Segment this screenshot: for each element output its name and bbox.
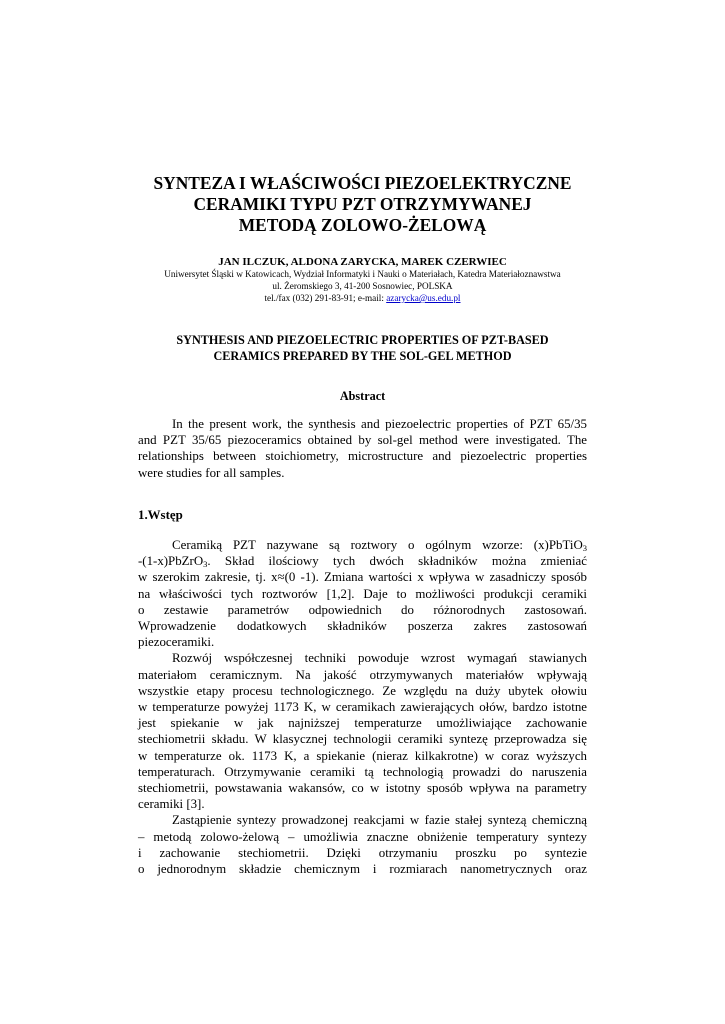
- paragraph-line: – metodą zolowo-żelową – umożliwia znaczne obniżenie temperatury syntezy: [138, 829, 587, 844]
- paragraph-line: [138, 553, 587, 569]
- subscript: 3: [582, 543, 587, 553]
- abstract-heading: Abstract: [339, 389, 386, 403]
- abstract-line: In the present work, the synthesis and piezoelectric properties of PZT 65/35: [172, 417, 587, 431]
- paragraph-line: piezoceramiki.: [138, 635, 215, 650]
- paragraph-line: jest spiekanie w jak najniższej temperaturze umożliwiające zachowanie: [138, 716, 587, 731]
- english-title-line: SYNTHESIS AND PIEZOELECTRIC PROPERTIES OF PZT-BASED: [176, 333, 549, 347]
- paragraph-line: o jednorodnym składzie chemicznym i rozmiarach nanometrycznych oraz: [138, 862, 587, 877]
- paragraph-line: stechiometrii składu. W klasycznej technologii ceramiki syntezę przeprowadza się: [138, 732, 587, 747]
- subscript: 3: [203, 559, 208, 570]
- abstract-line: were studies for all samples.: [138, 465, 285, 480]
- author-list: JAN ILCZUK, ALDONA ZARYCKA, MAREK CZERWIEC: [218, 256, 507, 268]
- polish-title-line: SYNTEZA I WŁAŚCIWOŚCI PIEZOELEKTRYCZNE: [153, 173, 572, 193]
- paragraph-line: i zachowanie stechiometrii. Dzięki otrzymaniu proszku po syntezie: [138, 845, 587, 860]
- email-link[interactable]: azarycka@us.edu.pl: [386, 293, 461, 303]
- paragraph-line: Rozwój współczesnej techniki powoduje wzrost wymagań stawianych: [172, 651, 587, 666]
- paragraph-line: w temperaturze powyżej 1173 K, w ceramikach zawierających ołów, bardzo istotne: [138, 700, 587, 715]
- paragraph-line: na właściwości tych roztworów [1,2]. Daje to możliwości produkcji ceramiki: [138, 586, 587, 601]
- affiliation-line: Uniwersytet Śląski w Katowicach, Wydział Informatyki i Nauki o Materiałach, Katedra Materiałoznawstwa: [164, 269, 561, 279]
- english-title-line: CERAMICS PREPARED BY THE SOL-GEL METHOD: [213, 349, 512, 363]
- section-heading: 1.Wstęp: [138, 508, 183, 522]
- english-title: [0, 332, 725, 364]
- contact-line: [0, 292, 725, 304]
- paragraph-line: w szerokim zakresie, tj. x≈(0 -1). Zmiana wartości x wpływa w zasadniczy sposób: [138, 570, 587, 585]
- contact-text: tel./fax (032) 291-83-91; e-mail:: [264, 293, 387, 303]
- affiliation-block: [0, 268, 725, 304]
- paragraph-line: o zestawie parametrów odpowiednich do różnorodnych zastosowań.: [138, 602, 587, 617]
- polish-title: [0, 173, 725, 236]
- paragraph-line: w temperaturze ok. 1173 K, a spiekanie (nieraz kilkakrotne) w coraz wyższych: [138, 748, 587, 763]
- abstract-text: [138, 416, 587, 481]
- abstract-line: and PZT 35/65 piezoceramics obtained by sol-gel method were investigated. The: [138, 433, 587, 448]
- section-body: [138, 537, 587, 877]
- formula-text: Ceramiką PZT nazywane są roztwory o ogólnym wzorze: (x)PbTiO: [172, 538, 583, 552]
- paragraph-text: . Skład ilościowy tych dwóch składników można zmieniać: [207, 554, 587, 569]
- paragraph-line: [138, 537, 587, 553]
- abstract-line: relationships between stoichiometry, microstructure and piezoelectric properties: [138, 449, 587, 464]
- formula-text: -(1-x)PbZrO: [138, 554, 204, 569]
- paragraph-line: Wprowadzenie dodatkowych składników poszerza zakres zastosowań: [138, 619, 587, 634]
- paragraph-line: temperaturach. Otrzymywanie ceramiki tą technologią prowadzi do naruszenia: [138, 764, 587, 779]
- paragraph-line: wszystkie etapy procesu technologicznego. Ze względu na duży ubytek ołowiu: [138, 683, 587, 698]
- paragraph-line: stechiometrii, powstawania wakansów, co w istotny sposób wpływa na parametry: [138, 781, 587, 796]
- paragraph-line: materiałom ceramicznym. Na jakość otrzymywanych materiałów wpływają: [138, 667, 587, 682]
- address-line: ul. Żeromskiego 3, 41-200 Sosnowiec, POLSKA: [272, 281, 453, 291]
- paragraph-line: Zastąpienie syntezy prowadzonej reakcjami w fazie stałej syntezą chemiczną: [172, 813, 587, 828]
- polish-title-line: CERAMIKI TYPU PZT OTRZYMYWANEJ: [193, 194, 532, 214]
- paragraph-line: ceramiki [3].: [138, 797, 205, 812]
- polish-title-line: METODĄ ZOLOWO-ŻELOWĄ: [238, 215, 487, 235]
